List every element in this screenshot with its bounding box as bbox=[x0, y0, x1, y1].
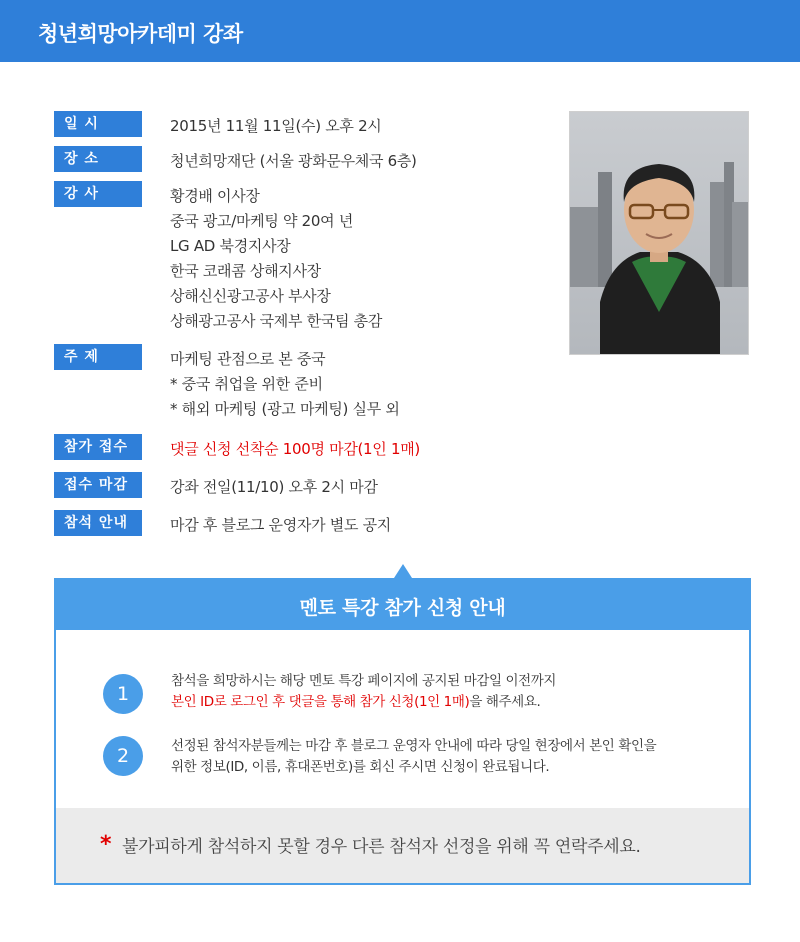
value-place: 청년희망재단 (서울 광화문우체국 6층) bbox=[170, 152, 417, 170]
page-header bbox=[0, 0, 800, 62]
lecturer-photo bbox=[569, 111, 749, 355]
step-2-badge: 2 bbox=[103, 736, 143, 776]
lecturer-line: 중국 광고/마케팅 약 20여 년 bbox=[170, 212, 354, 230]
value-seat: 마감 후 블로그 운영자가 별도 공지 bbox=[170, 516, 392, 534]
step-1-badge: 1 bbox=[103, 674, 143, 714]
footer-text: 불가피하게 참석하지 못할 경우 다른 참석자 선정을 위해 꼭 연락주세요. bbox=[122, 837, 641, 857]
lecturer-line: 한국 코래콤 상해지사장 bbox=[170, 262, 321, 280]
notice-header bbox=[56, 580, 749, 630]
value-deadline: 강좌 전일(11/10) 오후 2시 마감 bbox=[170, 478, 378, 496]
step-1-highlight: 본인 ID로 로그인 후 댓글을 통해 참가 신청(1인 1매) bbox=[171, 694, 470, 710]
notice-footer bbox=[56, 808, 749, 883]
page-title: 청년희망아카데미 강좌 bbox=[38, 22, 243, 46]
lecturer-line: LG AD 북경지사장 bbox=[170, 237, 291, 255]
step-2-text bbox=[171, 736, 656, 778]
notice-title: 멘토 특강 참가 신청 안내 bbox=[299, 597, 506, 619]
topic-line: 마케팅 관점으로 본 중국 bbox=[170, 350, 326, 368]
label-deadline: 접수 마감 bbox=[54, 472, 142, 498]
label-seat: 참석 안내 bbox=[54, 510, 142, 536]
step-2-line-2: 위한 정보(ID, 이름, 휴대폰번호)를 회신 주시면 신청이 완료됩니다. bbox=[171, 759, 550, 775]
lecturer-line: 황경배 이사장 bbox=[170, 187, 260, 205]
lecturer-line: 상해광고공사 국제부 한국팀 총감 bbox=[170, 312, 383, 330]
label-apply: 참가 접수 bbox=[54, 434, 142, 460]
notice-box bbox=[54, 578, 751, 885]
topic-line: * 해외 마케팅 (광고 마케팅) 실무 외 bbox=[170, 400, 400, 418]
lecturer-line: 상해신신광고공사 부사장 bbox=[170, 287, 331, 305]
step-1-line-1: 참석을 희망하시는 해당 멘토 특강 페이지에 공지된 마감일 이전까지 bbox=[171, 673, 557, 689]
step-1-line-2 bbox=[171, 692, 556, 713]
value-apply: 댓글 신청 선착순 100명 마감(1인 1매) bbox=[170, 440, 420, 458]
step-1-text bbox=[171, 671, 556, 713]
label-lecturer: 강 사 bbox=[54, 181, 142, 207]
topic-line: * 중국 취업을 위한 준비 bbox=[170, 375, 323, 393]
label-topic: 주 제 bbox=[54, 344, 142, 370]
step-2-line-1: 선정된 참석자분들께는 마감 후 블로그 운영자 안내에 따라 당일 현장에서 본인 확인을 bbox=[171, 738, 657, 754]
value-lecturer bbox=[170, 184, 382, 334]
notice-pointer bbox=[394, 564, 412, 578]
asterisk-icon: * bbox=[100, 832, 112, 857]
step-1-line-2-rest: 을 해주세요. bbox=[469, 694, 541, 710]
value-topic bbox=[170, 347, 400, 422]
value-datetime: 2015년 11월 11일(수) 오후 2시 bbox=[170, 117, 382, 135]
label-datetime: 일 시 bbox=[54, 111, 142, 137]
label-place: 장 소 bbox=[54, 146, 142, 172]
